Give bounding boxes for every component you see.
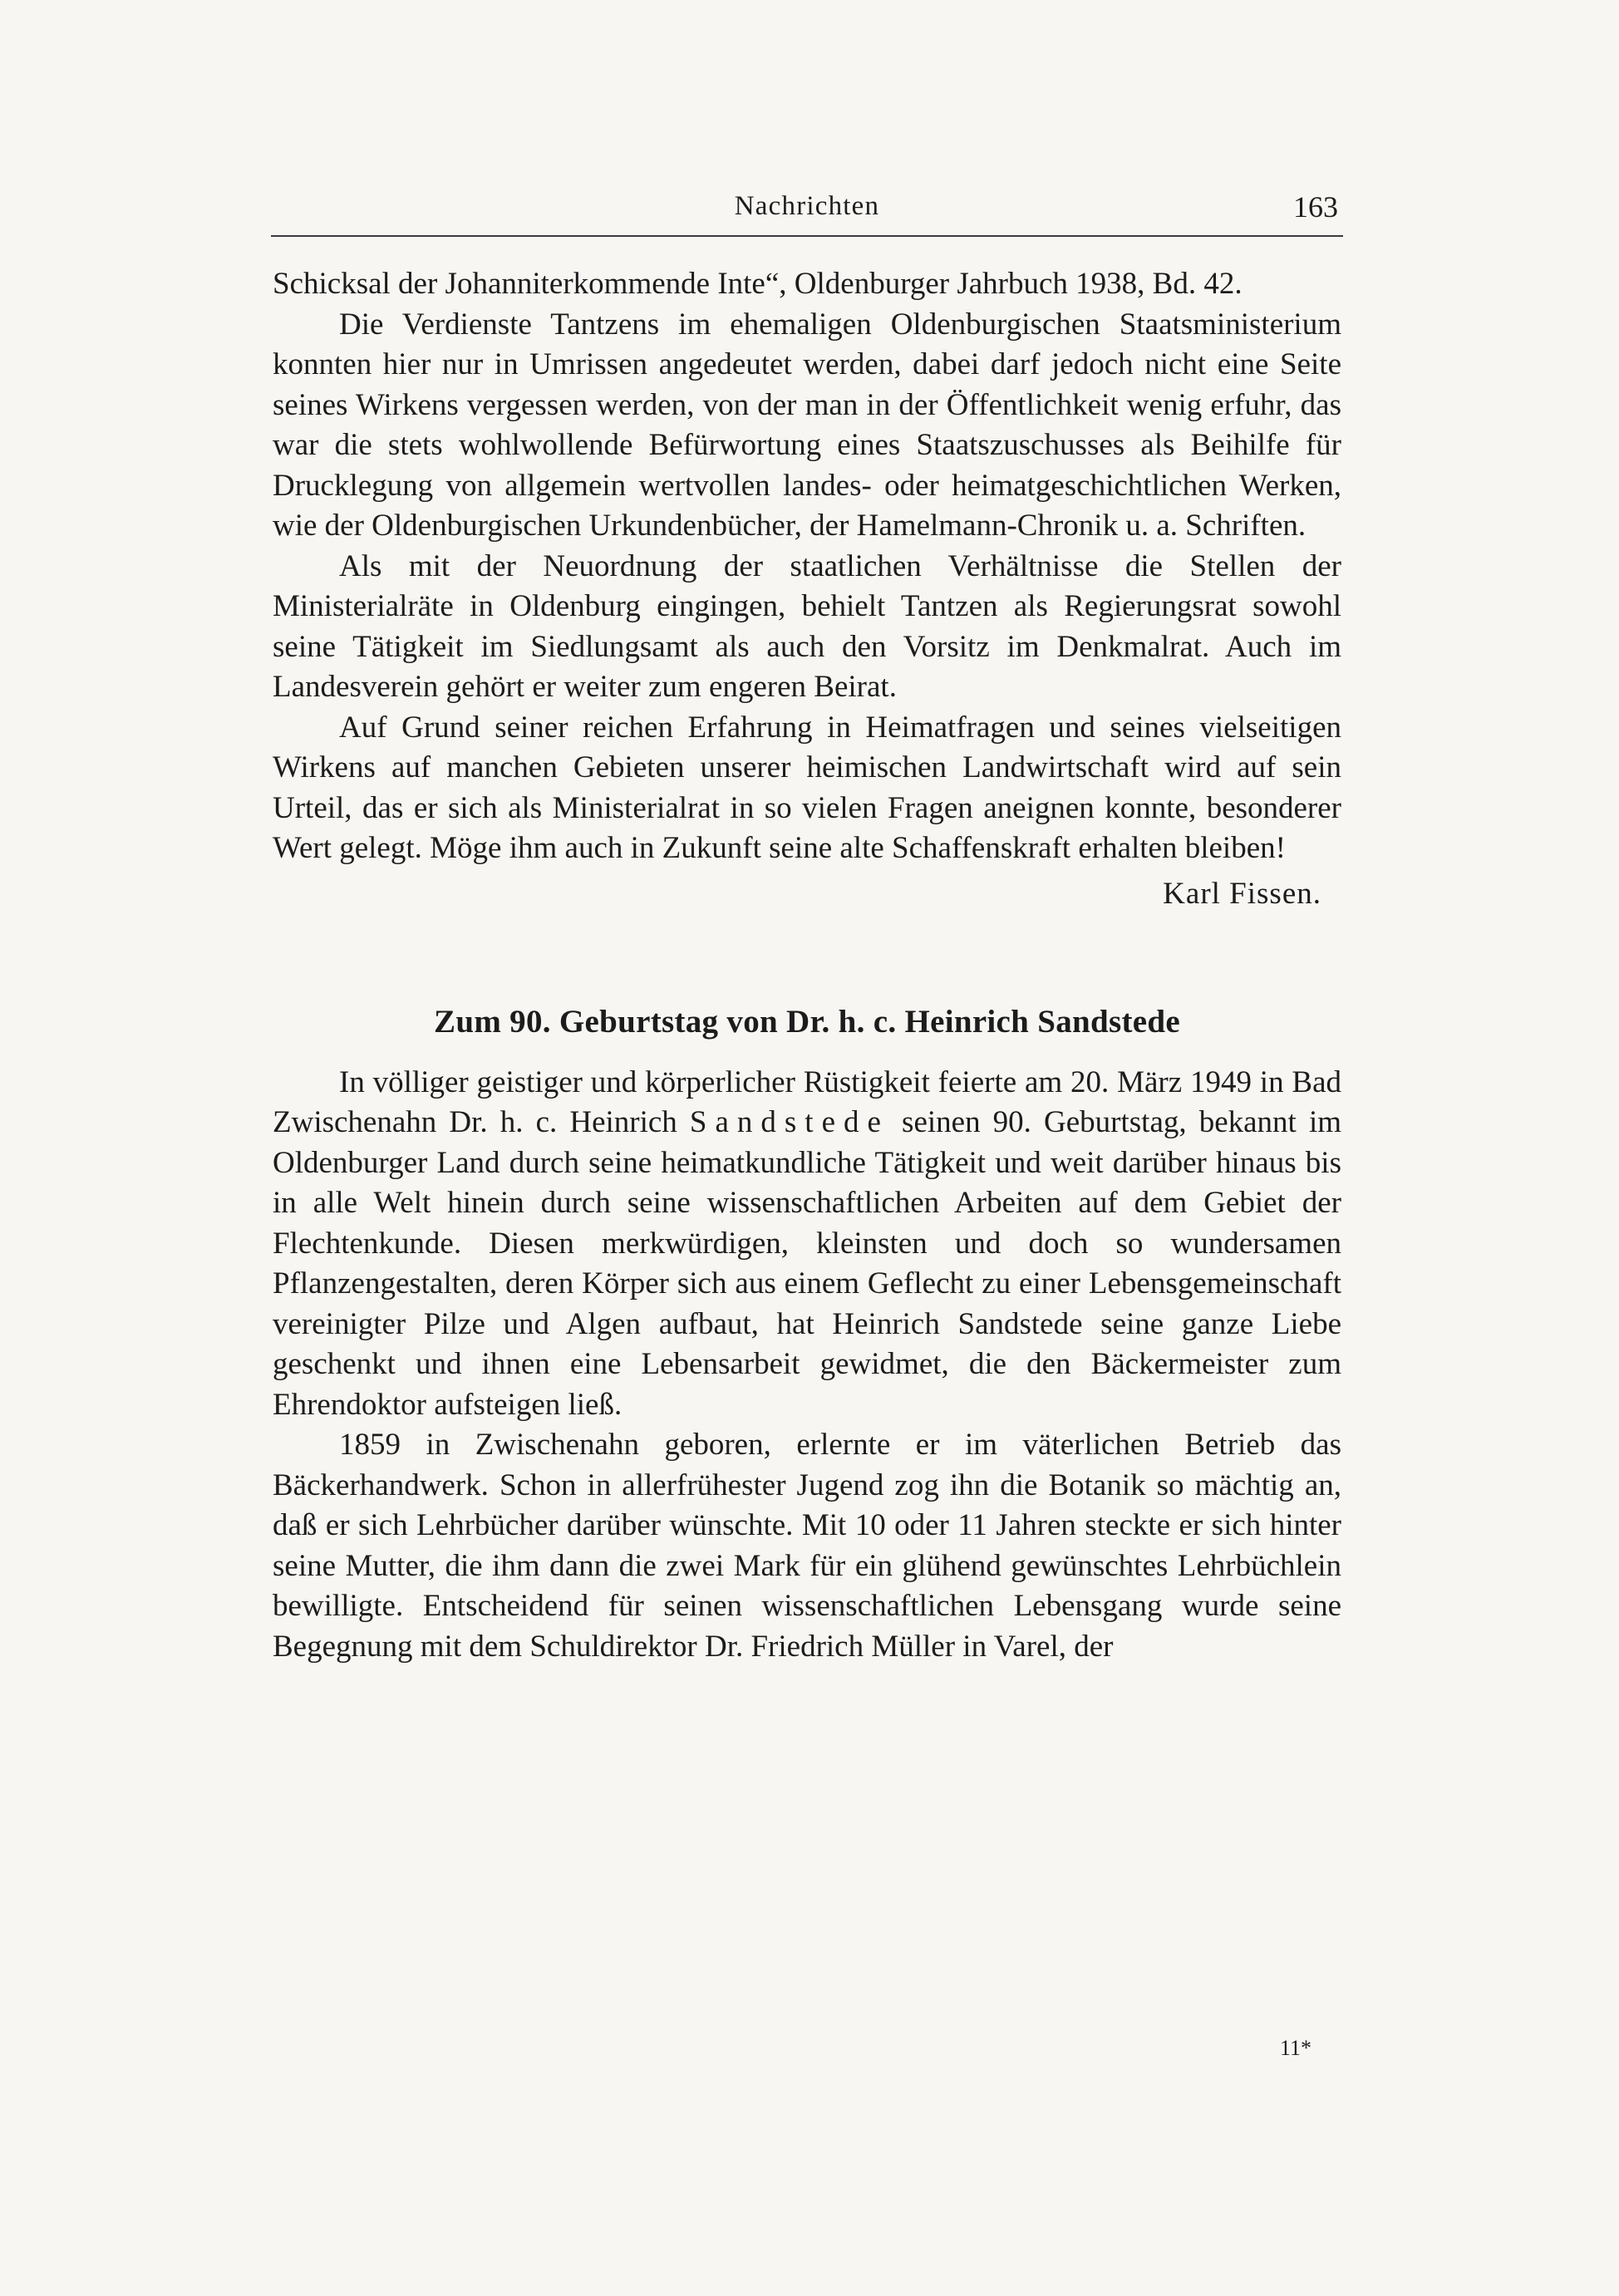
paragraph: Die Verdienste Tantzens im ehemaligen Oldenburgischen Staatsministerium konnten hier nur in Umrissen angedeutet werden, dabei darf jedoch nicht eine Seite seines Wirkens vergessen werden, von der man in der Öffentlichkeit wenig erfuhr, das war die stets wohlwollende Befürwortung eines Staatszuschusses als Beihilfe für Drucklegung von allgemein wertvollen landes- oder heimatgeschichtlichen Werken, wie der Oldenburgischen Urkundenbücher, der Hamelmann-Chronik u. a. Schriften. [273, 307, 1341, 543]
paragraph: Auf Grund seiner reichen Erfahrung in Heimatfragen und seines vielseitigen Wirkens auf manchen Gebieten unserer heimischen Landwirtschaft wird auf sein Urteil, das er sich als Ministerialrat in so vielen Fragen aneignen konnte, besonderer Wert gelegt. Möge ihm auch in Zukunft seine alte Schaffenskraft erhalten bleiben! [273, 710, 1341, 865]
paragraph: Als mit der Neuordnung der staatlichen Verhältnisse die Stellen der Ministerialräte in Oldenburg eingingen, behielt Tantzen als Regierungsrat sowohl seine Tätigkeit im Siedlungsamt als auch den Vorsitz im Denkmalrat. Auch im Landesverein gehört er weiter zum engeren Beirat. [273, 548, 1341, 704]
page-number: 163 [1293, 190, 1338, 224]
emphasized-name: Sandstede [689, 1105, 889, 1139]
body-text [273, 264, 1341, 1667]
header-rule [271, 235, 1343, 237]
paragraph-text: seinen 90. Geburtstag, bekannt im Oldenburger Land durch seine heimatkundliche Tätigkeit und weit darüber hinaus bis in alle Welt hinein durch seine wissenschaftlichen Arbeiten auf dem Gebiet der Flechtenkunde. Diesen merkwürdigen, kleinsten und doch so wundersamen Pflanzengestalten, deren Körper sich aus einem Geflecht zu einer Lebensgemeinschaft vereinigter Pilze und Algen aufbaut, hat Heinrich Sandstede seine ganze Liebe geschenkt und ihnen eine Lebensarbeit gewidmet, die den Bäckermeister zum Ehrendoktor aufsteigen ließ. [273, 1105, 1341, 1422]
running-title: Nachrichten [734, 191, 880, 221]
paragraph [273, 1063, 1341, 1426]
paragraph-text: In völliger geistiger und körperlicher Rüstigkeit feierte am 20. März 1949 in Bad Zwischenahn Dr. h. c. Heinrich [273, 1064, 1341, 1139]
section-heading: Zum 90. Geburtstag von Dr. h. c. Heinrich Sandstede [434, 1004, 1180, 1040]
paragraph: Schicksal der Johanniterkommende Inte“, Oldenburger Jahrbuch 1938, Bd. 42. [273, 267, 1243, 301]
printer-signature-mark: 11* [1279, 2036, 1311, 2060]
paragraph: 1859 in Zwischenahn geboren, erlernte er im väterlichen Betrieb das Bäckerhandwerk. Schon in allerfrühester Jugend zog ihn die Botanik so mächtig an, daß er sich Lehrbücher darüber wünschte. Mit 10 oder 11 Jahren steckte er sich hinter seine Mutter, die ihm dann die zwei Mark für ein glühend gewünschtes Lehrbüchlein bewilligte. Entscheidend für seinen wissenschaftlichen Lebensgang wurde seine Begegnung mit dem Schuldirektor Dr. Friedrich Müller in Varel, der [273, 1428, 1341, 1664]
running-head [271, 188, 1343, 234]
author-signature: Karl Fissen. [1163, 876, 1321, 911]
